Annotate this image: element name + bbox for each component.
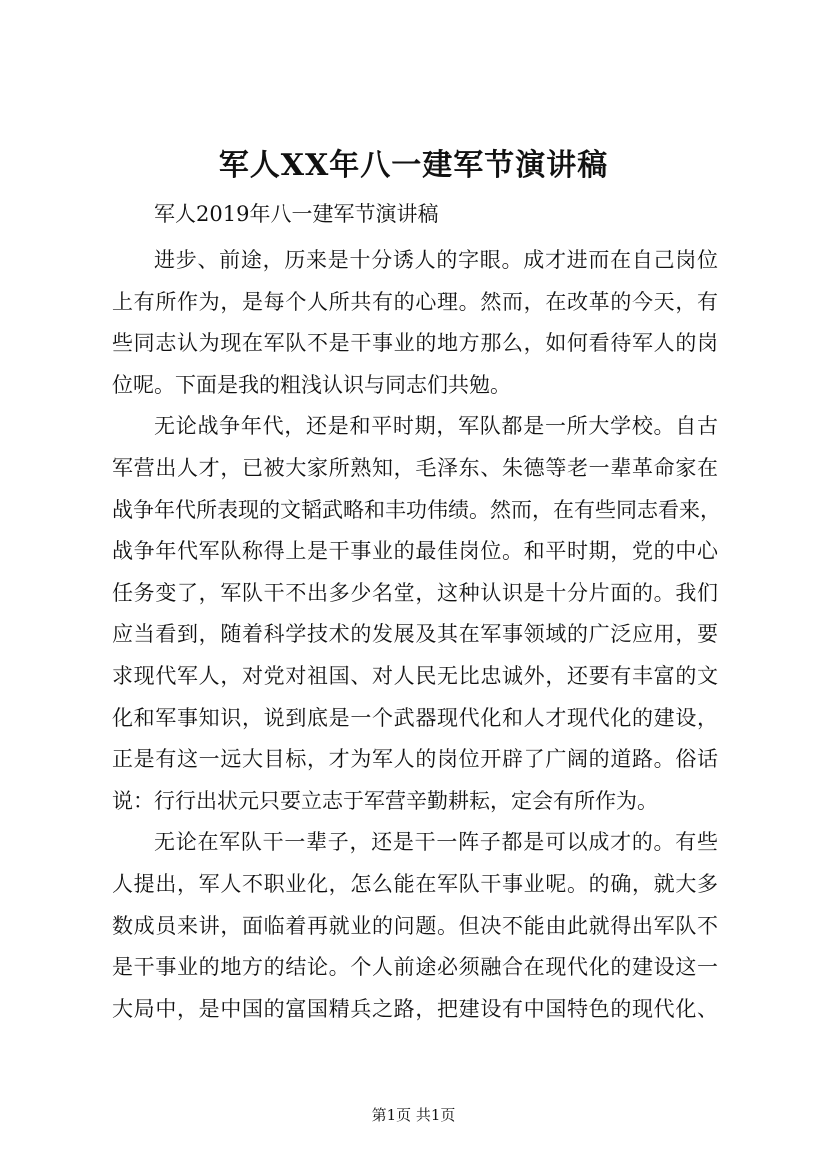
text-line: 数成员来讲，面临着再就业的问题。但决不能由此就得出军队不: [112, 913, 718, 938]
text-line: 战争年代所表现的文韬武略和丰功伟绩。然而，在有些同志看来，: [112, 497, 721, 522]
text-line: 上有所作为，是每个人所共有的心理。然而，在改革的今天，有: [112, 289, 718, 314]
text-line: 正是有这一远大目标，才为军人的岗位开辟了广阔的道路。俗话: [112, 747, 718, 772]
text-line: 求现代军人，对党对祖国、对人民无比忠诚外，还要有丰富的文: [112, 663, 718, 688]
text-line: 应当看到，随着科学技术的发展及其在军事领域的广泛应用，要: [112, 622, 718, 647]
document-body: [112, 240, 721, 1030]
text-line: 些同志认为现在军队不是干事业的地方那么，如何看待军人的岗: [112, 331, 718, 356]
text-line: 军营出人才，已被大家所熟知，毛泽东、朱德等老一辈革命家在: [112, 455, 718, 480]
text-line: 无论在军队干一辈子，还是干一阵子都是可以成才的。有些: [154, 830, 718, 855]
text-line: 是干事业的地方的结论。个人前途必须融合在现代化的建设这一: [112, 955, 718, 980]
document-title: 军人XX年八一建军节演讲稿: [218, 148, 609, 183]
text-line: 化和军事知识，说到底是一个武器现代化和人才现代化的建设，: [112, 705, 718, 730]
text-line: 任务变了，军队干不出多少名堂，这种认识是十分片面的。我们: [112, 580, 718, 605]
text-line: 说：行行出状元只要立志于军营辛勤耕耘，定会有所作为。: [112, 788, 658, 813]
text-line: 人提出，军人不职业化，怎么能在军队干事业呢。的确，就大多: [112, 871, 718, 896]
text-line: 大局中，是中国的富国精兵之路，把建设有中国特色的现代化、: [112, 996, 718, 1021]
text-line: 位呢。下面是我的粗浅认识与同志们共勉。: [112, 372, 511, 397]
page-footer: 第1页 共1页: [371, 1106, 456, 1124]
text-line: 进步、前途，历来是十分诱人的字眼。成才进而在自己岗位: [154, 248, 718, 272]
text-line: 无论战争年代，还是和平时期，军队都是一所大学校。自古: [154, 414, 718, 439]
text-line: 战争年代军队称得上是干事业的最佳岗位。和平时期，党的中心: [112, 539, 718, 564]
document-subtitle: 军人2019年八一建军节演讲稿: [154, 202, 439, 226]
